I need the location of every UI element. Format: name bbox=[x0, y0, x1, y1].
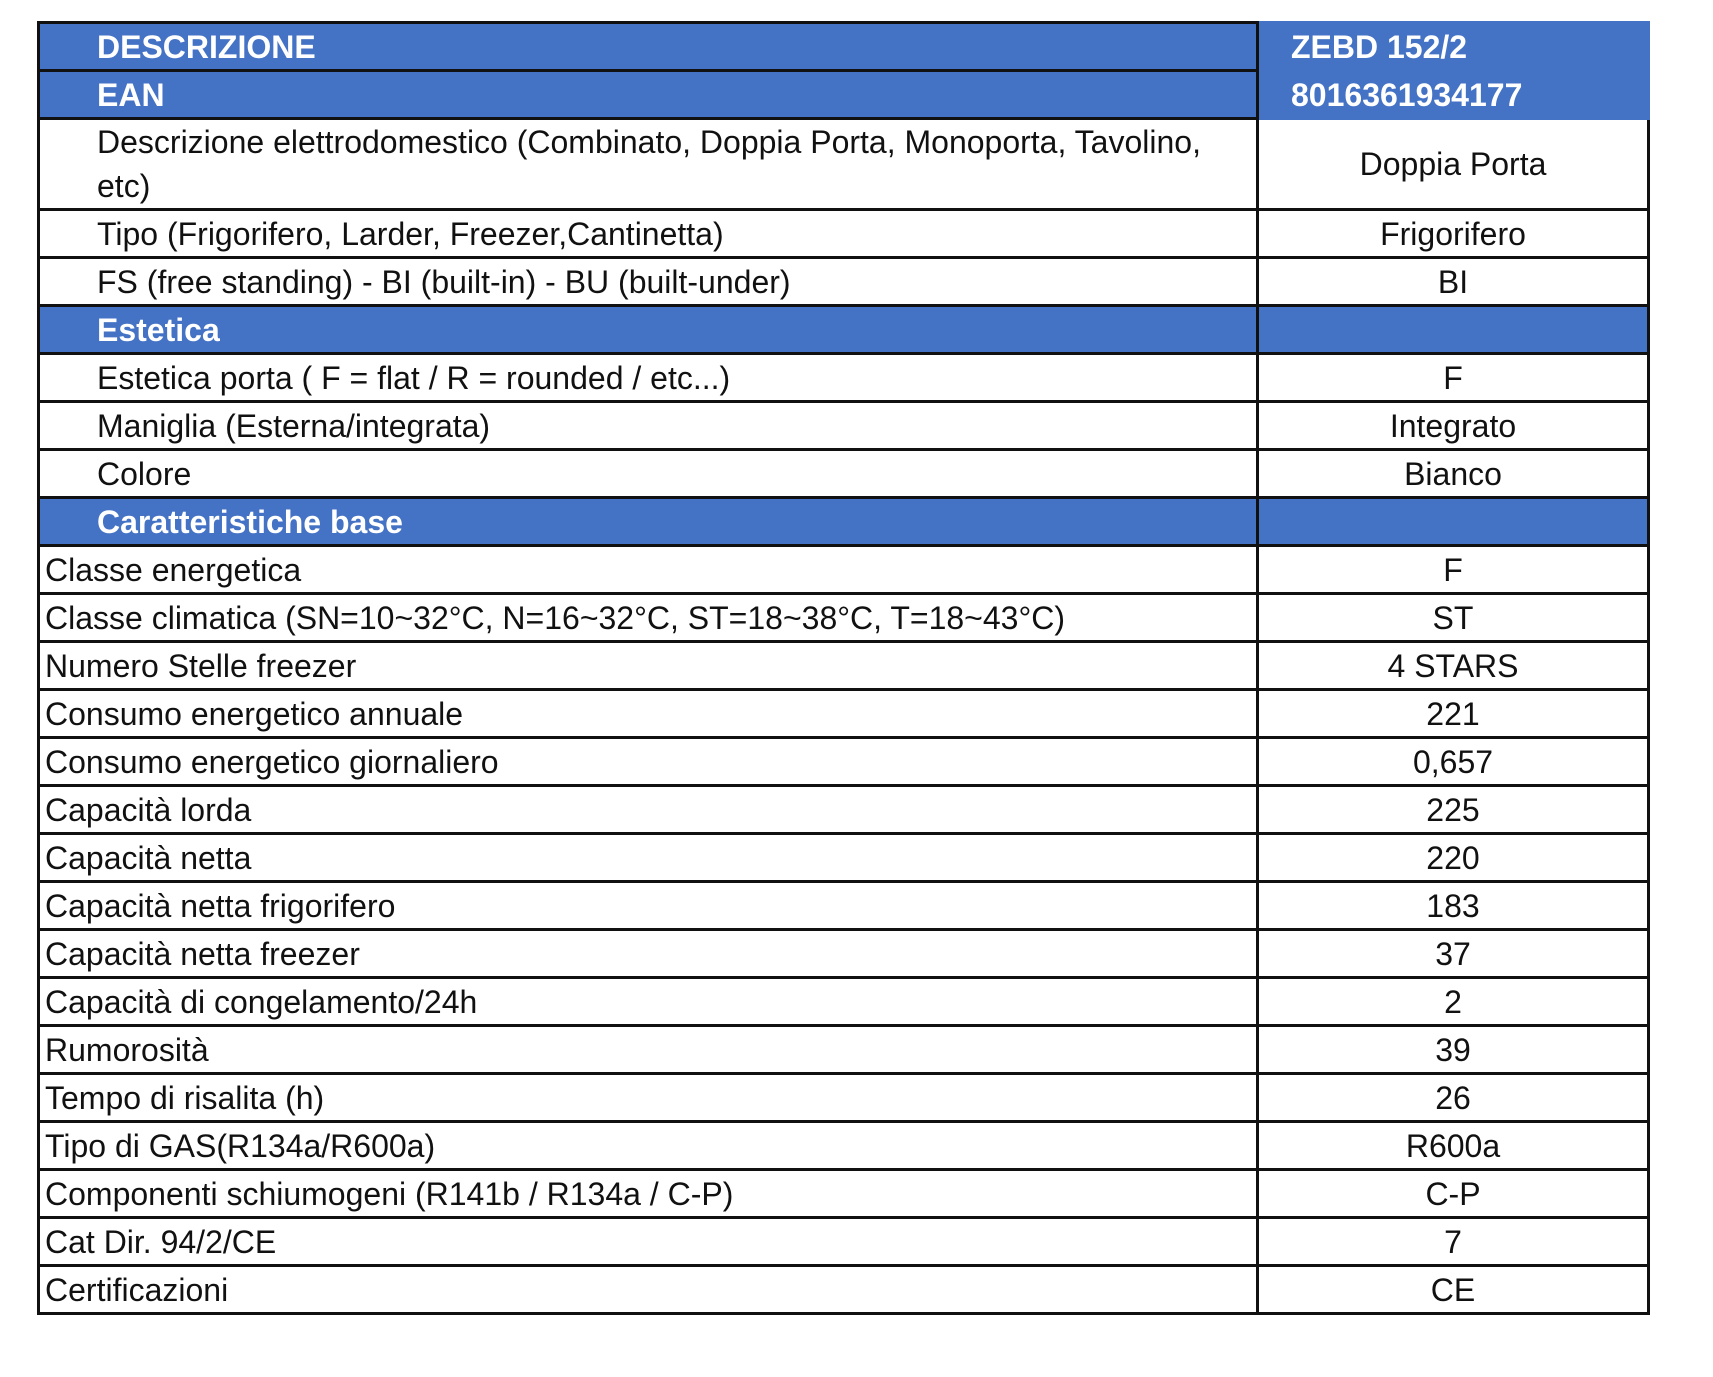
row-value: Frigorifero bbox=[1258, 210, 1649, 258]
section-header-caratteristiche bbox=[39, 498, 1649, 546]
table-row bbox=[39, 258, 1649, 306]
section-title: Caratteristiche base bbox=[39, 498, 1258, 546]
table-row bbox=[39, 882, 1649, 930]
table-row bbox=[39, 1122, 1649, 1170]
table-row bbox=[39, 642, 1649, 690]
row-value: R600a bbox=[1258, 1122, 1649, 1170]
table-row bbox=[39, 786, 1649, 834]
header-row-ean bbox=[39, 71, 1649, 119]
row-label: Capacità netta frigorifero bbox=[39, 882, 1258, 930]
row-value: ST bbox=[1258, 594, 1649, 642]
row-value: Bianco bbox=[1258, 450, 1649, 498]
section-header-estetica bbox=[39, 306, 1649, 354]
table-row bbox=[39, 978, 1649, 1026]
model-code: ZEBD 152/2 bbox=[1258, 23, 1649, 71]
row-label: Classe climatica (SN=10~32°C, N=16~32°C, ST=18~38°C, T=18~43°C) bbox=[39, 594, 1258, 642]
row-label: Cat Dir. 94/2/CE bbox=[39, 1218, 1258, 1266]
table-row bbox=[39, 738, 1649, 786]
row-value: 0,657 bbox=[1258, 738, 1649, 786]
spec-sheet bbox=[37, 21, 1647, 1315]
row-label: Capacità lorda bbox=[39, 786, 1258, 834]
section-value-empty bbox=[1258, 498, 1649, 546]
row-label: Classe energetica bbox=[39, 546, 1258, 594]
row-label: Tempo di risalita (h) bbox=[39, 1074, 1258, 1122]
spec-table bbox=[37, 21, 1650, 1315]
row-value: Doppia Porta bbox=[1258, 119, 1649, 210]
header-row-description bbox=[39, 23, 1649, 71]
table-row bbox=[39, 1218, 1649, 1266]
table-row bbox=[39, 119, 1649, 210]
row-value: 39 bbox=[1258, 1026, 1649, 1074]
row-value: BI bbox=[1258, 258, 1649, 306]
row-value: 221 bbox=[1258, 690, 1649, 738]
row-label: Descrizione elettrodomestico (Combinato, Doppia Porta, Monoporta, Tavolino, etc) bbox=[39, 119, 1258, 210]
section-value-empty bbox=[1258, 306, 1649, 354]
row-value: 225 bbox=[1258, 786, 1649, 834]
table-row bbox=[39, 1170, 1649, 1218]
table-row bbox=[39, 210, 1649, 258]
table-row bbox=[39, 1026, 1649, 1074]
row-value: F bbox=[1258, 546, 1649, 594]
row-value: CE bbox=[1258, 1266, 1649, 1314]
table-row bbox=[39, 1266, 1649, 1314]
row-label: FS (free standing) - BI (built-in) - BU (built-under) bbox=[39, 258, 1258, 306]
row-label: Capacità netta bbox=[39, 834, 1258, 882]
table-row bbox=[39, 930, 1649, 978]
row-label: Tipo (Frigorifero, Larder, Freezer,Cantinetta) bbox=[39, 210, 1258, 258]
table-row bbox=[39, 402, 1649, 450]
row-value: 4 STARS bbox=[1258, 642, 1649, 690]
row-label: Componenti schiumogeni (R141b / R134a / C-P) bbox=[39, 1170, 1258, 1218]
row-value: 2 bbox=[1258, 978, 1649, 1026]
row-value: F bbox=[1258, 354, 1649, 402]
row-label: Certificazioni bbox=[39, 1266, 1258, 1314]
table-row bbox=[39, 594, 1649, 642]
section-title: Estetica bbox=[39, 306, 1258, 354]
row-label: Capacità netta freezer bbox=[39, 930, 1258, 978]
row-label: Colore bbox=[39, 450, 1258, 498]
row-label: Rumorosità bbox=[39, 1026, 1258, 1074]
row-label: Capacità di congelamento/24h bbox=[39, 978, 1258, 1026]
row-value: 26 bbox=[1258, 1074, 1649, 1122]
row-label: Estetica porta ( F = flat / R = rounded / etc...) bbox=[39, 354, 1258, 402]
row-value: Integrato bbox=[1258, 402, 1649, 450]
row-value: 37 bbox=[1258, 930, 1649, 978]
row-value: 7 bbox=[1258, 1218, 1649, 1266]
ean-code: 8016361934177 bbox=[1258, 71, 1649, 119]
description-label: DESCRIZIONE bbox=[39, 23, 1258, 71]
ean-label: EAN bbox=[39, 71, 1258, 119]
row-label: Numero Stelle freezer bbox=[39, 642, 1258, 690]
table-row bbox=[39, 690, 1649, 738]
row-label: Consumo energetico giornaliero bbox=[39, 738, 1258, 786]
row-value: C-P bbox=[1258, 1170, 1649, 1218]
row-label: Consumo energetico annuale bbox=[39, 690, 1258, 738]
row-label: Tipo di GAS(R134a/R600a) bbox=[39, 1122, 1258, 1170]
row-value: 220 bbox=[1258, 834, 1649, 882]
row-label: Maniglia (Esterna/integrata) bbox=[39, 402, 1258, 450]
table-row bbox=[39, 354, 1649, 402]
table-row bbox=[39, 546, 1649, 594]
table-row bbox=[39, 450, 1649, 498]
table-row bbox=[39, 834, 1649, 882]
table-row bbox=[39, 1074, 1649, 1122]
row-value: 183 bbox=[1258, 882, 1649, 930]
